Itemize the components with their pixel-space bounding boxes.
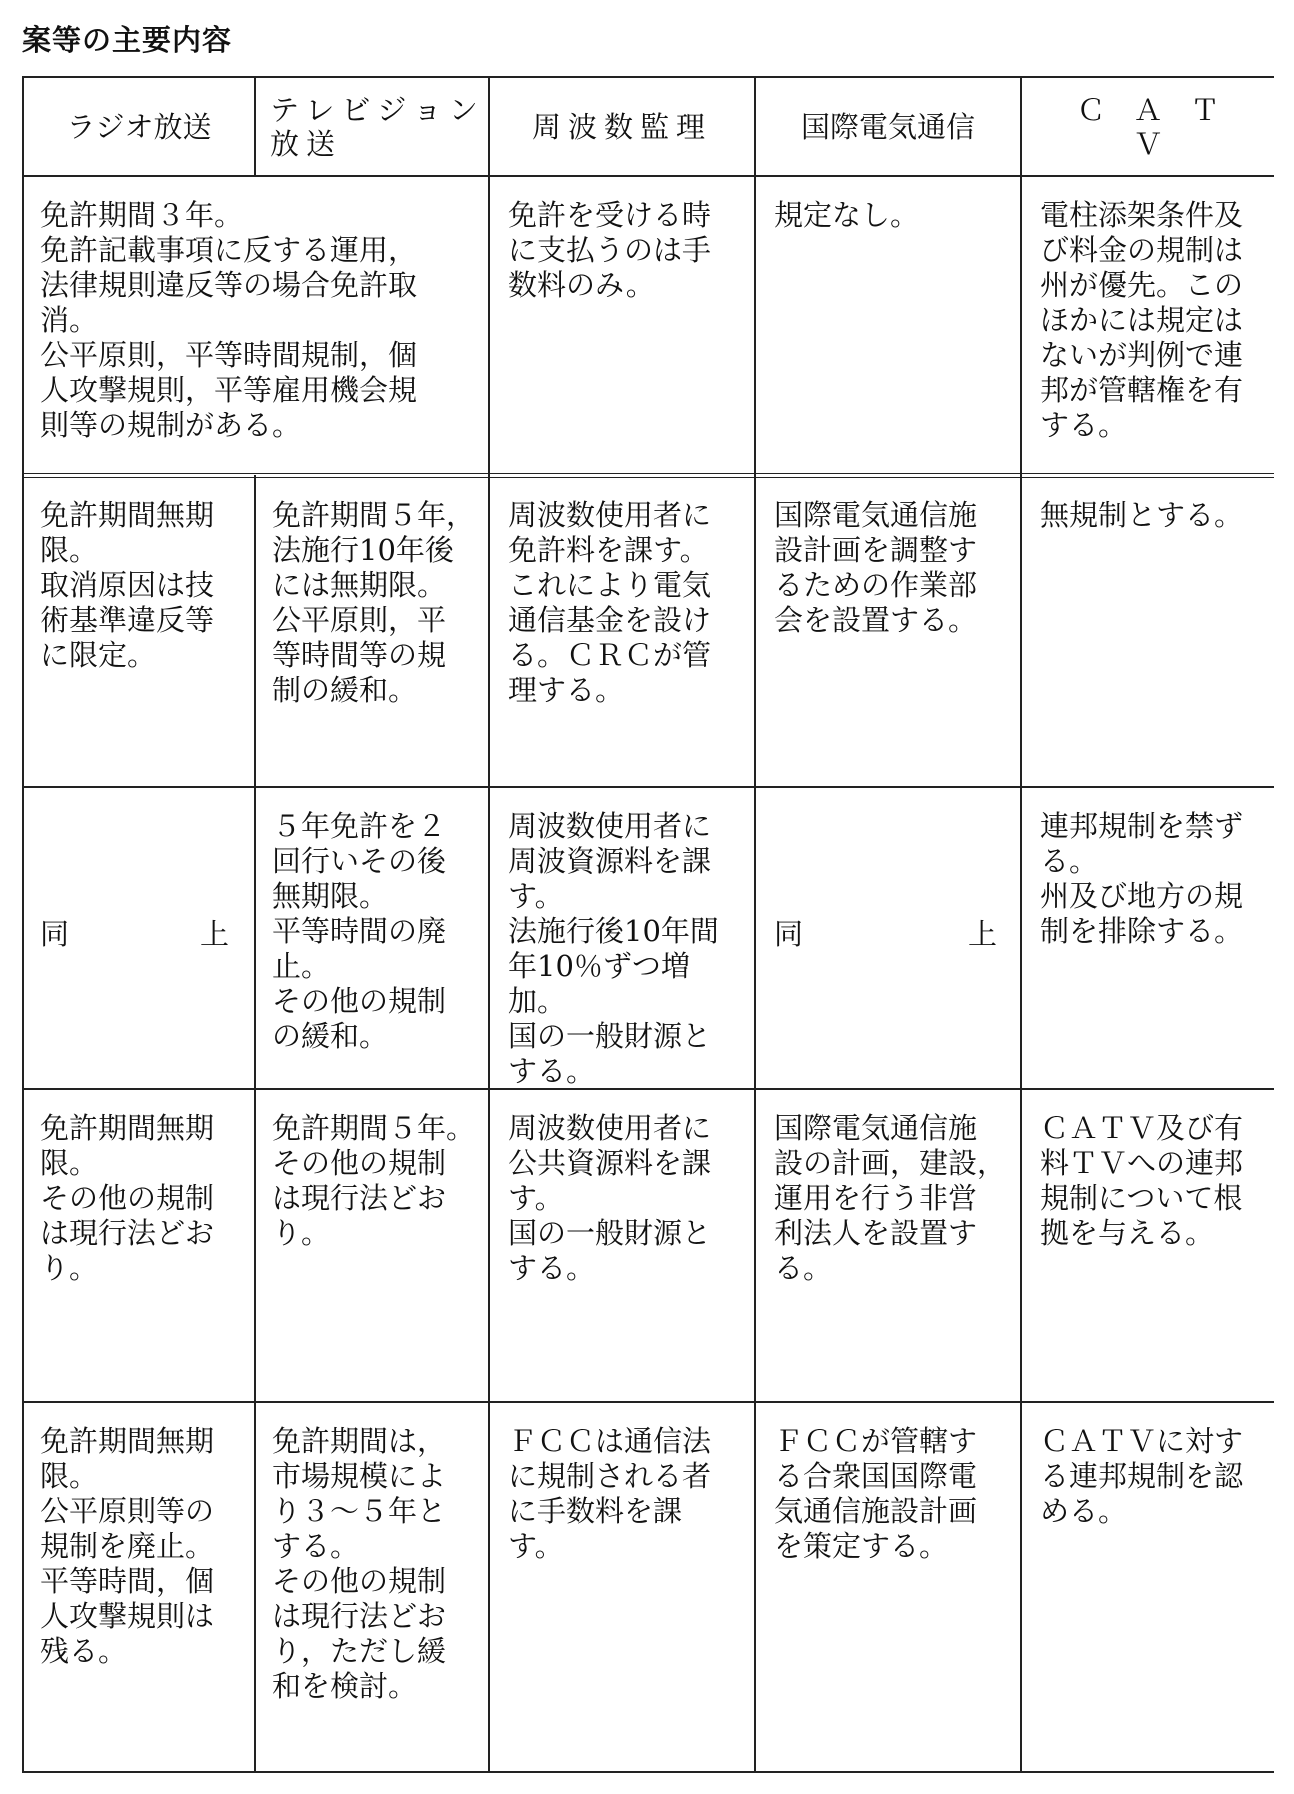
cell-row2-international: 国際電気通信施 設計画を調整す るための作業部 会を設置する。	[774, 498, 978, 637]
cell-row3-radio-same: 同	[40, 917, 70, 951]
cell-row4-television: 免許期間５年。 その他の規制 は現行法どお り。	[272, 1111, 476, 1250]
cell-row3-frequency: 周波数使用者に 周波資源料を課 す。 法施行後10年間 年10％ずつ増 加。 国の一般財源と する。	[508, 809, 719, 1084]
table-rule	[254, 475, 256, 1771]
table-rule	[22, 175, 1274, 177]
cell-row3-radio-above: 上	[200, 917, 230, 951]
cell-row5-television: 免許期間は， 市場規模によ り３〜５年と する。 その他の規制 は現行法どお り，ただし緩 和を検討。	[272, 1424, 447, 1703]
table-rule	[22, 1771, 1274, 1773]
header-television: テレビジョン 放送	[270, 92, 485, 161]
cell-row1-catv: 電柱添架条件及 び料金の規制は 州が優先。この ほかには規定は ないが判例で連 邦が管轄権を有 する。	[1040, 198, 1244, 442]
table-rule-double	[22, 473, 1274, 474]
table-rule	[254, 76, 256, 175]
cell-row1-radio-tv: 免許期間３年。 免許記載事項に反する運用， 法律規則違反等の場合免許取 消。 公平原則，平等時間規制，個 人攻撃規則，平等雇用機会規 則等の規制がある。	[40, 198, 418, 442]
table-rule	[22, 1088, 1274, 1090]
cell-row3-catv: 連邦規制を禁ず る。 州及び地方の規 制を排除する。	[1040, 809, 1244, 948]
cell-row5-frequency: ＦＣＣは通信法 に規制される者 に手数料を課 す。	[508, 1424, 712, 1563]
table-rule	[22, 1401, 1274, 1403]
cell-row1-frequency: 免許を受ける時 に支払うのは手 数料のみ。	[508, 198, 712, 302]
cell-row3-international-above: 上	[968, 917, 998, 951]
cell-row4-frequency: 周波数使用者に 公共資源料を課 す。 国の一般財源と する。	[508, 1111, 712, 1285]
comparison-table	[22, 76, 1274, 1773]
header-international: 国際電気通信	[800, 109, 975, 144]
cell-row5-catv: ＣＡＴＶに対す る連邦規制を認 める。	[1040, 1424, 1244, 1528]
cell-row2-television: 免許期間５年， 法施行10年後 には無期限。 公平原則，平 等時間等の規 制の緩和。	[272, 498, 476, 707]
cell-row5-radio: 免許期間無期 限。 公平原則等の 規制を廃止。 平等時間，個 人攻撃規則は 残る。	[40, 1424, 215, 1668]
cell-row3-international-same: 同	[774, 917, 804, 951]
table-rule	[1020, 76, 1022, 1773]
cell-row1-international: 規定なし。	[774, 198, 920, 232]
table-rule	[22, 786, 1274, 788]
table-rule	[754, 76, 756, 1773]
cell-row4-radio: 免許期間無期 限。 その他の規制 は現行法どお り。	[40, 1111, 215, 1285]
cell-row4-international: 国際電気通信施 設の計画，建設， 運用を行う非営 利法人を設置す る。	[774, 1111, 1007, 1285]
table-rule	[22, 76, 24, 1773]
table-rule	[488, 76, 490, 1773]
page-title: 案等の主要内容	[22, 23, 233, 57]
cell-row3-television: ５年免許を２ 回行いその後 無期限。 平等時間の廃 止。 その他の規制 の緩和。	[272, 809, 447, 1053]
cell-row4-catv: ＣＡＴＶ及び有 料ＴＶへの連邦 規制について根 拠を与える。	[1040, 1111, 1244, 1250]
cell-row5-international: ＦＣＣが管轄す る合衆国国際電 気通信施設計画 を策定する。	[774, 1424, 978, 1563]
cell-row2-catv: 無規制とする。	[1040, 498, 1244, 532]
cell-row2-radio: 免許期間無期 限。 取消原因は技 術基準違反等 に限定。	[40, 498, 215, 672]
header-frequency: 周波数監理	[531, 109, 712, 144]
cell-row2-frequency: 周波数使用者に 免許料を課す。 これにより電気 通信基金を設け る。ＣＲＣが管 理する。	[508, 498, 712, 707]
header-radio: ラジオ放送	[66, 109, 212, 144]
header-catv: ＣＡＴＶ	[1076, 92, 1248, 161]
